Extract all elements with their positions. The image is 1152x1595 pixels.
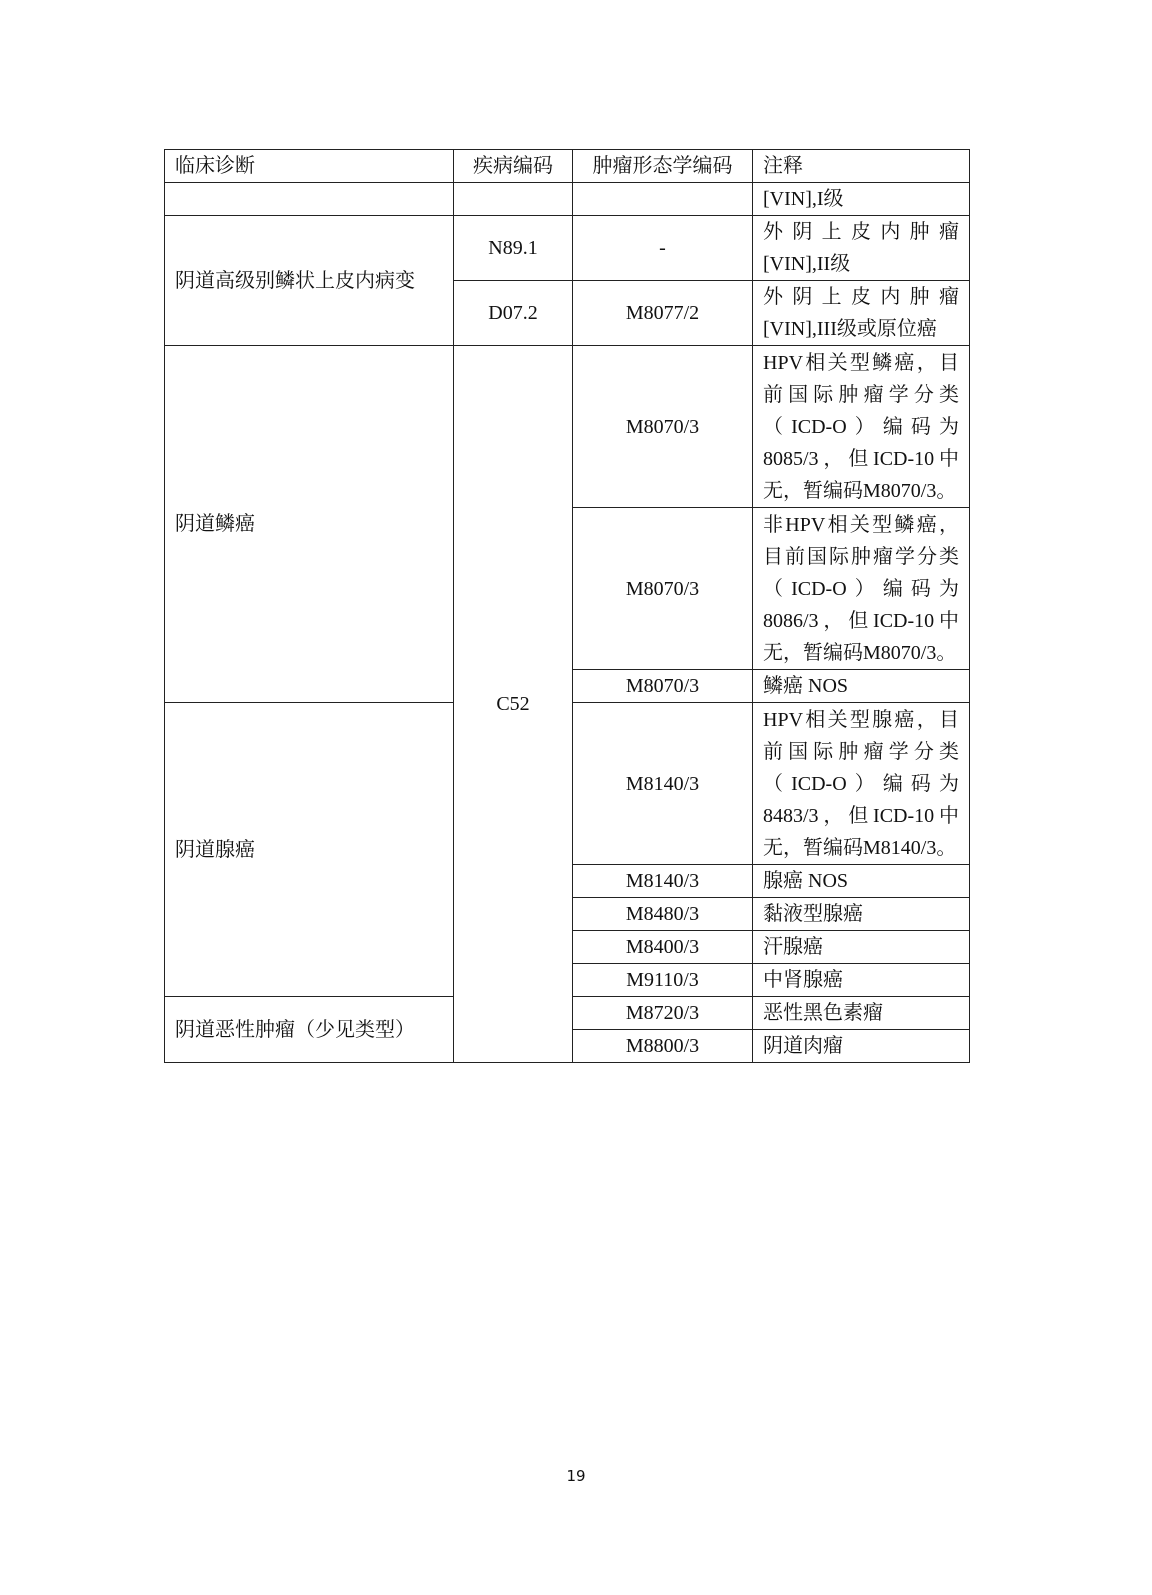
note-cell: 汗腺癌 (753, 931, 970, 964)
diagnosis-cell: 阴道鳞癌 (165, 346, 454, 703)
morphology-code-cell: M8140/3 (573, 865, 753, 898)
morphology-code-cell: M8077/2 (573, 281, 753, 346)
diagnosis-cell: 阴道恶性肿瘤（少见类型） (165, 997, 454, 1063)
morphology-code-cell: M8140/3 (573, 703, 753, 865)
note-cell: HPV相关型腺癌，目前国际肿瘤学分类（ICD-O）编码为8483/3，但ICD-10中无，暂编码M8140/3。 (753, 703, 970, 865)
diagnosis-cell: 阴道腺癌 (165, 703, 454, 997)
disease-code-cell: N89.1 (454, 216, 573, 281)
diagnosis-cell: 阴道高级别鳞状上皮内病变 (165, 216, 454, 346)
table-row (165, 346, 970, 508)
morphology-code-cell: M8070/3 (573, 508, 753, 670)
disease-code-cell (454, 183, 573, 216)
header-diagnosis: 临床诊断 (165, 150, 454, 183)
morphology-code-cell: M9110/3 (573, 964, 753, 997)
table-row (165, 183, 970, 216)
diagnosis-cell (165, 183, 454, 216)
note-cell: 恶性黑色素瘤 (753, 997, 970, 1030)
note-cell: HPV相关型鳞癌，目前国际肿瘤学分类（ICD-O）编码为8085/3，但ICD-10中无，暂编码M8070/3。 (753, 346, 970, 508)
header-note: 注释 (753, 150, 970, 183)
note-cell: 黏液型腺癌 (753, 898, 970, 931)
morphology-code-cell (573, 183, 753, 216)
disease-code-cell: D07.2 (454, 281, 573, 346)
note-cell: 中肾腺癌 (753, 964, 970, 997)
morphology-code-cell: - (573, 216, 753, 281)
morphology-code-cell: M8070/3 (573, 346, 753, 508)
note-cell: [VIN],I级 (753, 183, 970, 216)
note-cell: 外阴上皮内肿瘤[VIN],III级或原位癌 (753, 281, 970, 346)
morphology-code-cell: M8400/3 (573, 931, 753, 964)
coding-table (164, 149, 970, 1063)
disease-code-cell: C52 (454, 346, 573, 1063)
morphology-code-cell: M8720/3 (573, 997, 753, 1030)
morphology-code-cell: M8070/3 (573, 670, 753, 703)
header-morphology-code: 肿瘤形态学编码 (573, 150, 753, 183)
note-cell: 外阴上皮内肿瘤[VIN],II级 (753, 216, 970, 281)
note-cell: 腺癌 NOS (753, 865, 970, 898)
note-cell: 鳞癌 NOS (753, 670, 970, 703)
table-header-row (165, 150, 970, 183)
table-row (165, 216, 970, 281)
morphology-code-cell: M8800/3 (573, 1030, 753, 1063)
note-cell: 非HPV相关型鳞癌，目前国际肿瘤学分类（ICD-O）编码为8086/3，但ICD-10中无，暂编码M8070/3。 (753, 508, 970, 670)
morphology-code-cell: M8480/3 (573, 898, 753, 931)
page-number: 19 (566, 1467, 586, 1485)
header-disease-code: 疾病编码 (454, 150, 573, 183)
note-cell: 阴道肉瘤 (753, 1030, 970, 1063)
